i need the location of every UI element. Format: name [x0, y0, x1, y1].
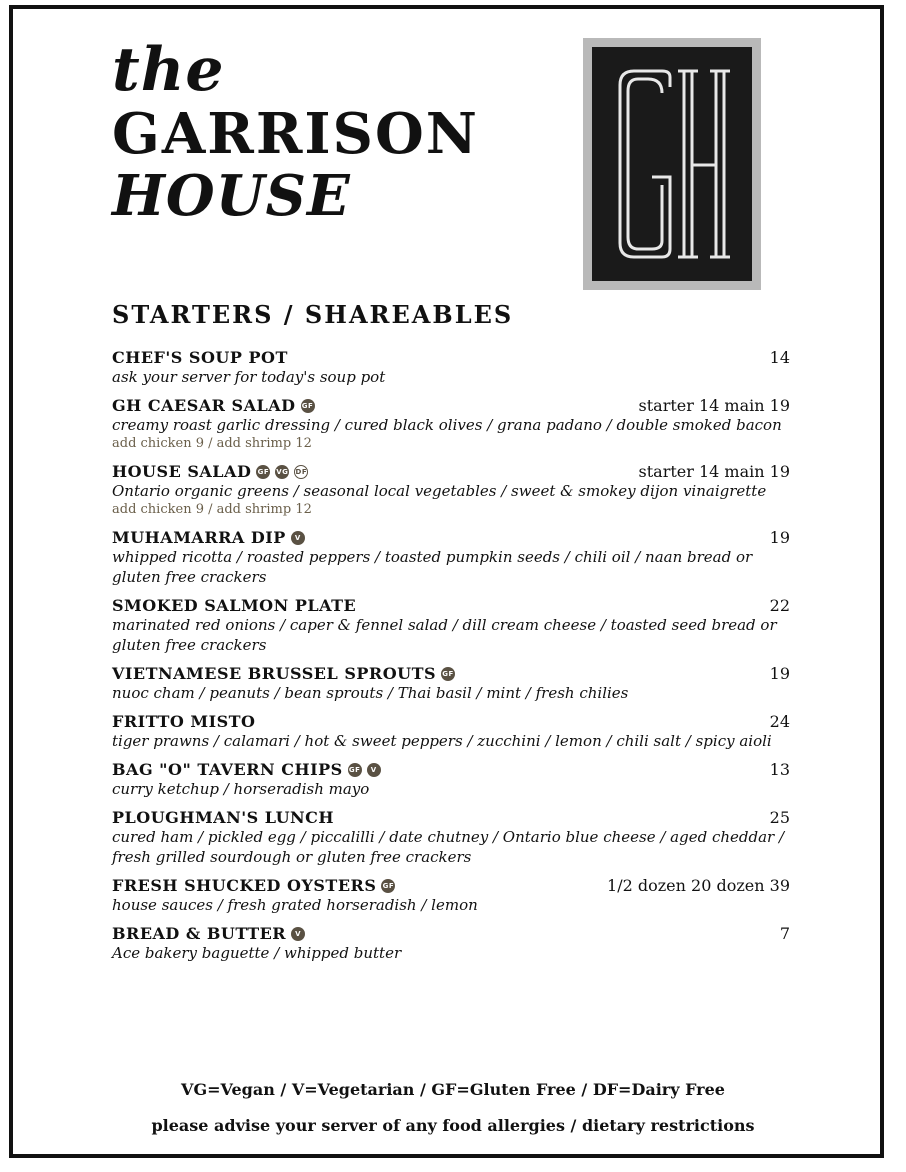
menu-item-price: 7 [779, 924, 790, 943]
brand-house: HOUSE [112, 163, 351, 229]
menu-item-name [112, 808, 334, 827]
menu-item-header [112, 462, 790, 481]
gf-badge-icon: GF [348, 763, 362, 777]
menu-item-name [112, 664, 455, 683]
gf-badge-icon: GF [381, 879, 395, 893]
vg-badge-icon: VG [275, 465, 289, 479]
menu-item-price: 13 [769, 760, 790, 779]
menu-item-description: nuoc cham / peanuts / bean sprouts / Thai basil / mint / fresh chilies [112, 684, 629, 702]
menu-item-name-text: PLOUGHMAN'S LUNCH [112, 808, 335, 827]
v-badge-icon: V [367, 763, 381, 777]
gf-badge-icon: GF [256, 465, 270, 479]
menu-item-name [112, 924, 305, 943]
menu-item-header [112, 808, 790, 827]
dietary-legend: VG=Vegan / V=Vegetarian / GF=Gluten Free / DF=Dairy Free [181, 1080, 725, 1099]
menu-item-name-text: MUHAMARRA DIP [112, 528, 286, 547]
gf-badge-icon: GF [301, 399, 315, 413]
menu-item-description: Ace bakery baguette / whipped butter [112, 944, 402, 962]
menu-item-header [112, 528, 790, 547]
allergy-note: please advise your server of any food allergies / dietary restrictions [151, 1116, 755, 1135]
menu-item-description: house sauces / fresh grated horseradish / lemon [112, 896, 478, 914]
menu-item-name-text: VIETNAMESE BRUSSEL SPROUTS [112, 664, 437, 683]
menu-item-price: 22 [769, 596, 790, 615]
menu-item-header [112, 664, 790, 683]
menu-item [112, 396, 790, 453]
menu-item-header [112, 712, 790, 731]
menu-item-description: Ontario organic greens / seasonal local vegetables / sweet & smokey dijon vinaigrette [112, 482, 767, 500]
menu-item-description: tiger prawns / calamari / hot & sweet peppers / zucchini / lemon / chili salt / spicy aioli [112, 732, 772, 750]
menu-items-list [112, 348, 790, 972]
menu-item-name-text: BREAD & BUTTER [112, 924, 287, 943]
menu-item [112, 924, 790, 963]
menu-item-name [112, 596, 356, 615]
menu-item-header [112, 596, 790, 615]
menu-item-name [112, 396, 315, 415]
menu-item-header [112, 348, 790, 367]
menu-item-addon: add chicken 9 / add shrimp 12 [112, 502, 312, 517]
v-badge-icon: V [291, 531, 305, 545]
menu-item-header [112, 760, 790, 779]
menu-item-description: cured ham / pickled egg / piccalilli / date chutney / Ontario blue cheese / aged cheddar / fresh grilled sourdough or gluten free crackers [112, 828, 785, 866]
menu-item [112, 348, 790, 387]
menu-item-name-text: SMOKED SALMON PLATE [112, 596, 357, 615]
restaurant-name [112, 35, 479, 229]
menu-item-price: 1/2 dozen 20 dozen 39 [607, 876, 790, 895]
menu-item-name-text: CHEF'S SOUP POT [112, 348, 288, 367]
menu-item [112, 528, 790, 587]
menu-item-name [112, 348, 288, 367]
gf-badge-icon: GF [441, 667, 455, 681]
menu-item-description: curry ketchup / horseradish mayo [112, 780, 370, 798]
brand-the: the [112, 35, 225, 105]
menu-item [112, 462, 790, 519]
menu-item-name [112, 712, 255, 731]
menu-item-name-text: GH CAESAR SALAD [112, 396, 296, 415]
menu-item [112, 712, 790, 751]
menu-item-description: creamy roast garlic dressing / cured black olives / grana padano / double smoked bacon [112, 416, 782, 434]
menu-item-price: starter 14 main 19 [638, 396, 790, 415]
gh-monogram-icon [583, 38, 761, 290]
menu-item [112, 664, 790, 703]
menu-item-price: starter 14 main 19 [638, 462, 790, 481]
menu-item-name [112, 528, 305, 547]
menu-item-name-text: HOUSE SALAD [112, 462, 252, 481]
menu-item-name [112, 462, 308, 481]
df-badge-icon: DF [294, 465, 308, 479]
menu-item-header [112, 396, 790, 415]
menu-item-price: 25 [769, 808, 790, 827]
menu-item-name-text: FRITTO MISTO [112, 712, 256, 731]
menu-item [112, 596, 790, 655]
menu-item-header [112, 924, 790, 943]
menu-item-price: 19 [769, 528, 790, 547]
menu-item-description: ask your server for today's soup pot [112, 368, 386, 386]
menu-item [112, 808, 790, 867]
menu-item-description: marinated red onions / caper & fennel salad / dill cream cheese / toasted seed bread or gluten free crackers [112, 616, 777, 654]
menu-item-description: whipped ricotta / roasted peppers / toasted pumpkin seeds / chili oil / naan bread or gluten free crackers [112, 548, 753, 586]
brand-garrison: GARRISON [112, 101, 479, 167]
menu-item-header [112, 876, 790, 895]
section-title: STARTERS / SHAREABLES [112, 300, 514, 329]
menu-item-name-text: FRESH SHUCKED OYSTERS [112, 876, 377, 895]
menu-item [112, 760, 790, 799]
menu-item [112, 876, 790, 915]
menu-item-price: 24 [769, 712, 790, 731]
menu-item-name [112, 760, 381, 779]
menu-item-addon: add chicken 9 / add shrimp 12 [112, 436, 312, 451]
menu-item-name-text: BAG "O" TAVERN CHIPS [112, 760, 343, 779]
v-badge-icon: V [291, 927, 305, 941]
menu-item-price: 19 [769, 664, 790, 683]
menu-item-name [112, 876, 395, 895]
menu-item-price: 14 [769, 348, 790, 367]
